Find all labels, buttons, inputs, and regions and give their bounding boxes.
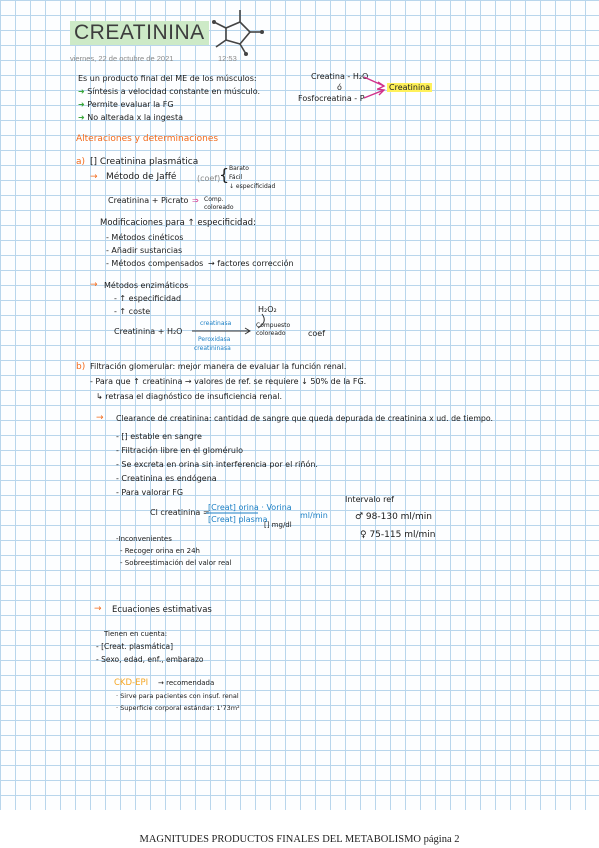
ckd-note: → recomendada xyxy=(158,679,215,687)
formula-units2: [] mg/dl xyxy=(264,521,292,529)
ckd-item-2: · Superficie corporal estándar: 1'73m² xyxy=(116,704,240,712)
mods-title: Modificaciones para ↑ especificidad: xyxy=(100,218,256,228)
clearance-item-1: - [] estable en sangre xyxy=(116,432,202,441)
section-b-line2: - Para que ↑ creatinina → valores de ref. se requiere ↓ 50% de la FG. xyxy=(90,377,367,386)
clearance-item-5: - Para valorar FG xyxy=(116,488,184,497)
eq-item-2: - Sexo, edad, enf., embarazo xyxy=(96,655,204,664)
intro-bullet-1: ➜ Síntesis a velocidad constante en músculo. xyxy=(78,87,261,96)
section-a-label: a) xyxy=(76,157,86,167)
reaction-fosfocreatina: Fosfocreatina - P xyxy=(298,94,365,103)
enz-enzyme-2: Peroxidasa xyxy=(198,336,231,343)
eq-sub: Tienen en cuenta: xyxy=(104,630,168,638)
jaffe-method: Método de Jaffé xyxy=(106,172,177,182)
page-title: CREATININA xyxy=(70,21,209,45)
intro-bullet-3: ➜ No alterada x la ingesta xyxy=(78,113,184,122)
clearance-item-3: - Se excreta en orina sin interferencia por el riñón. xyxy=(116,460,318,469)
enz-title: Métodos enzimáticos xyxy=(104,281,189,290)
jaffe-note: (coef) xyxy=(197,174,221,183)
enz-coef: coef xyxy=(308,329,326,338)
formula-left: Cl creatinina = xyxy=(150,508,210,517)
formula-denominator: [Creat] plasma xyxy=(208,515,268,524)
enz-h2o2: H₂O₂ xyxy=(258,305,277,314)
intro-line: Es un producto final del ME de los músculos: xyxy=(78,74,257,83)
brace-icon: { xyxy=(219,165,230,184)
picrato-product: Comp. coloreado xyxy=(204,196,234,211)
enz-enzyme-1: creatinasa xyxy=(200,320,232,327)
interval-female: ♀ 75-115 ml/min xyxy=(360,530,436,540)
enz-enzyme-3: creatininasa xyxy=(194,345,231,352)
mods-note: → factores corrección xyxy=(208,259,294,268)
picrato-reaction: Creatinina + Picrato xyxy=(108,196,189,205)
enz-reaction: Creatinina + H₂O xyxy=(114,327,183,336)
jaffe-prop-2: Fácil xyxy=(229,174,243,181)
arrow-icon: → xyxy=(90,280,98,290)
clearance-item-2: - Filtración libre en el glomérulo xyxy=(116,446,244,455)
inconv-item-2: - Sobreestimación del valor real xyxy=(120,559,232,567)
section-b-heading: Filtración glomerular: mejor manera de evaluar la función renal. xyxy=(90,362,347,371)
section-title: Alteraciones y determinaciones xyxy=(76,134,219,144)
date-stamp: viernes, 22 de octubre de 2021 xyxy=(70,54,174,63)
interval-male: ♂ 98-130 ml/min xyxy=(355,512,432,522)
eq-heading: Ecuaciones estimativas xyxy=(112,605,212,615)
intro-bullet-2: ➜ Permite evaluar la FG xyxy=(78,100,174,109)
arrow-icon: ⇒ xyxy=(192,196,199,205)
enz-item-1: - ↑ especificidad xyxy=(114,294,182,303)
jaffe-prop-1: Barato xyxy=(229,165,249,172)
eq-item-1: - [Creat. plasmática] xyxy=(96,642,174,651)
mods-item-1: - Métodos cinéticos xyxy=(106,233,184,242)
enz-item-2: - ↑ coste xyxy=(114,307,151,316)
clearance-item-4: - Creatinina es endógena xyxy=(116,474,217,483)
section-b-label: b) xyxy=(76,362,86,372)
formula-numerator: [Creat] orina · Vorina xyxy=(208,503,292,512)
mods-item-3: - Métodos compensados xyxy=(106,259,204,268)
arrow-icon: → xyxy=(96,413,104,423)
inconv-title: -Inconvenientes xyxy=(116,535,172,543)
mods-item-2: - Añadir sustancias xyxy=(106,246,183,255)
jaffe-prop-3: ↓ especificidad xyxy=(229,183,276,190)
inconv-item-1: - Recoger orina en 24h xyxy=(120,547,200,555)
product-creatinina: Creatinina xyxy=(389,83,431,92)
ckd-label: CKD-EPI xyxy=(114,678,149,688)
arrow-icon: → xyxy=(90,172,98,182)
section-a-heading: [] Creatinina plasmática xyxy=(90,157,199,167)
reaction-creatina: Creatina - H₂O xyxy=(311,72,369,81)
time-stamp: 12:53 xyxy=(218,54,237,63)
intervals-title: Intervalo ref xyxy=(345,495,394,504)
formula-unit: ml/min xyxy=(300,511,328,520)
clearance-definition: Clearance de creatinina: cantidad de sangre que queda depurada de creatinina x ud. de tiempo. xyxy=(116,414,493,423)
arrow-icon: → xyxy=(94,604,102,614)
enz-product: Compuesto coloreado xyxy=(256,322,291,337)
reaction-or: ó xyxy=(337,83,342,92)
ckd-item-1: · Sirve para pacientes con insuf. renal xyxy=(116,692,239,700)
page-footer: MAGNITUDES PRODUCTOS FINALES DEL METABOLISMO página 2 xyxy=(139,834,460,845)
section-b-line3: ↳ retrasa el diagnóstico de insuficiencia renal. xyxy=(96,392,283,401)
